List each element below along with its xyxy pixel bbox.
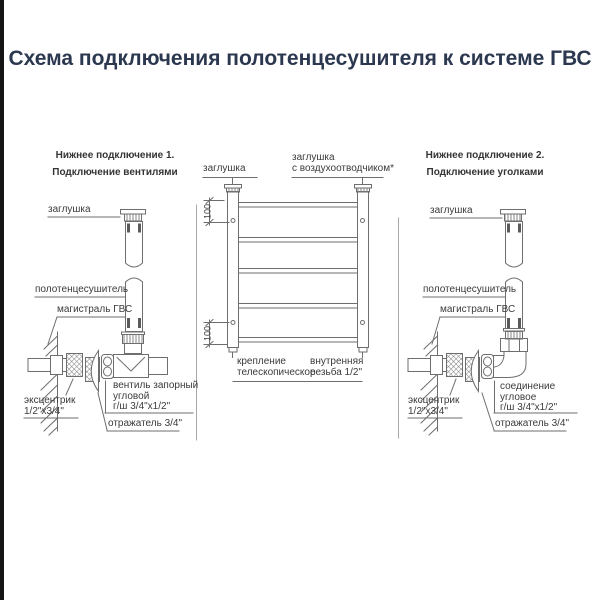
label-hws-main-left: магистраль ГВС — [57, 304, 133, 315]
thread-fitting — [447, 354, 463, 377]
label-line: внутренняя — [310, 356, 364, 367]
label-internal-thread — [310, 357, 363, 378]
label-reflector-right: отражатель 3/4" — [495, 418, 570, 429]
valve-connector — [122, 332, 145, 354]
label-line: вентиль запорный — [113, 380, 199, 391]
label-air-vent-plug — [292, 153, 394, 174]
weld-mark — [138, 318, 141, 328]
plug-cap — [501, 210, 526, 222]
label-line: крепление — [237, 356, 286, 367]
label-telescopic-mount — [237, 357, 316, 378]
page-title: Схема подключения полотенцесушителя к системе ГВС — [8, 47, 592, 70]
hws-main-pipe — [408, 356, 446, 375]
weld-mark — [138, 224, 141, 233]
label-line: угловое — [500, 391, 537, 403]
mounting-holes — [231, 219, 365, 325]
label-valve — [113, 381, 198, 413]
label-line: эксцентрик — [24, 395, 76, 406]
dim-label-100-top: 100 — [202, 203, 213, 220]
label-line: угловой — [113, 390, 150, 402]
weld-mark — [507, 318, 510, 328]
weld-mark — [127, 318, 130, 328]
left-section-subheading: Подключение вентилями — [52, 167, 178, 178]
label-line: г/ш 3/4"x1/2" — [113, 401, 171, 412]
label-towel-rail-right: полотенцесушитель — [423, 284, 517, 295]
union-nut — [482, 355, 494, 379]
label-line: с воздухоотводчиком* — [292, 162, 394, 174]
rail-posts — [228, 192, 369, 353]
label-line: эксцентрик — [408, 395, 460, 406]
reflector-dome — [471, 351, 478, 392]
label-hws-main-right: магистраль ГВС — [440, 304, 516, 315]
wall-hatch — [421, 332, 438, 435]
thread-fitting — [67, 354, 83, 377]
label-line: телескопическое — [237, 366, 316, 378]
wall-hatch — [41, 332, 58, 435]
label-line: 1/2"x3/4" — [408, 405, 448, 417]
label-eccentric-left — [24, 396, 75, 417]
label-line: резьба 1/2" — [310, 366, 362, 378]
label-line: соединение — [500, 381, 556, 392]
diagram-middle-rail — [203, 178, 384, 382]
weld-mark — [518, 318, 521, 328]
label-plug-right: заглушка — [430, 205, 473, 216]
rail-rungs — [239, 203, 358, 343]
plug-cap — [121, 210, 146, 222]
elbow-fitting — [494, 329, 528, 378]
post-caps — [225, 185, 372, 193]
label-elbow-connection — [500, 382, 557, 414]
dim-label-100-bottom: 100 — [202, 325, 213, 342]
right-section-heading: Нижнее подключение 2. — [425, 150, 545, 161]
label-line: г/ш 3/4"x1/2" — [500, 402, 558, 413]
valve-handle — [149, 358, 168, 375]
weld-mark — [518, 224, 521, 233]
label-line: 1/2"x3/4" — [24, 405, 64, 417]
label-reflector-left: отражатель 3/4" — [108, 418, 183, 429]
label-plug-middle: заглушка — [203, 163, 246, 174]
weld-mark — [127, 224, 130, 233]
right-section-subheading: Подключение уголками — [426, 167, 544, 178]
valve-body — [114, 355, 168, 378]
left-section-heading: Нижнее подключение 1. — [55, 150, 175, 161]
label-eccentric-right — [408, 396, 459, 417]
reflector-dome — [91, 351, 98, 392]
hws-main-pipe — [28, 356, 66, 375]
label-line: заглушка — [292, 152, 335, 163]
label-plug-left: заглушка — [48, 204, 91, 215]
weld-mark — [507, 224, 510, 233]
union-nut — [102, 355, 114, 379]
label-towel-rail-left: полотенцесушитель — [35, 284, 129, 295]
